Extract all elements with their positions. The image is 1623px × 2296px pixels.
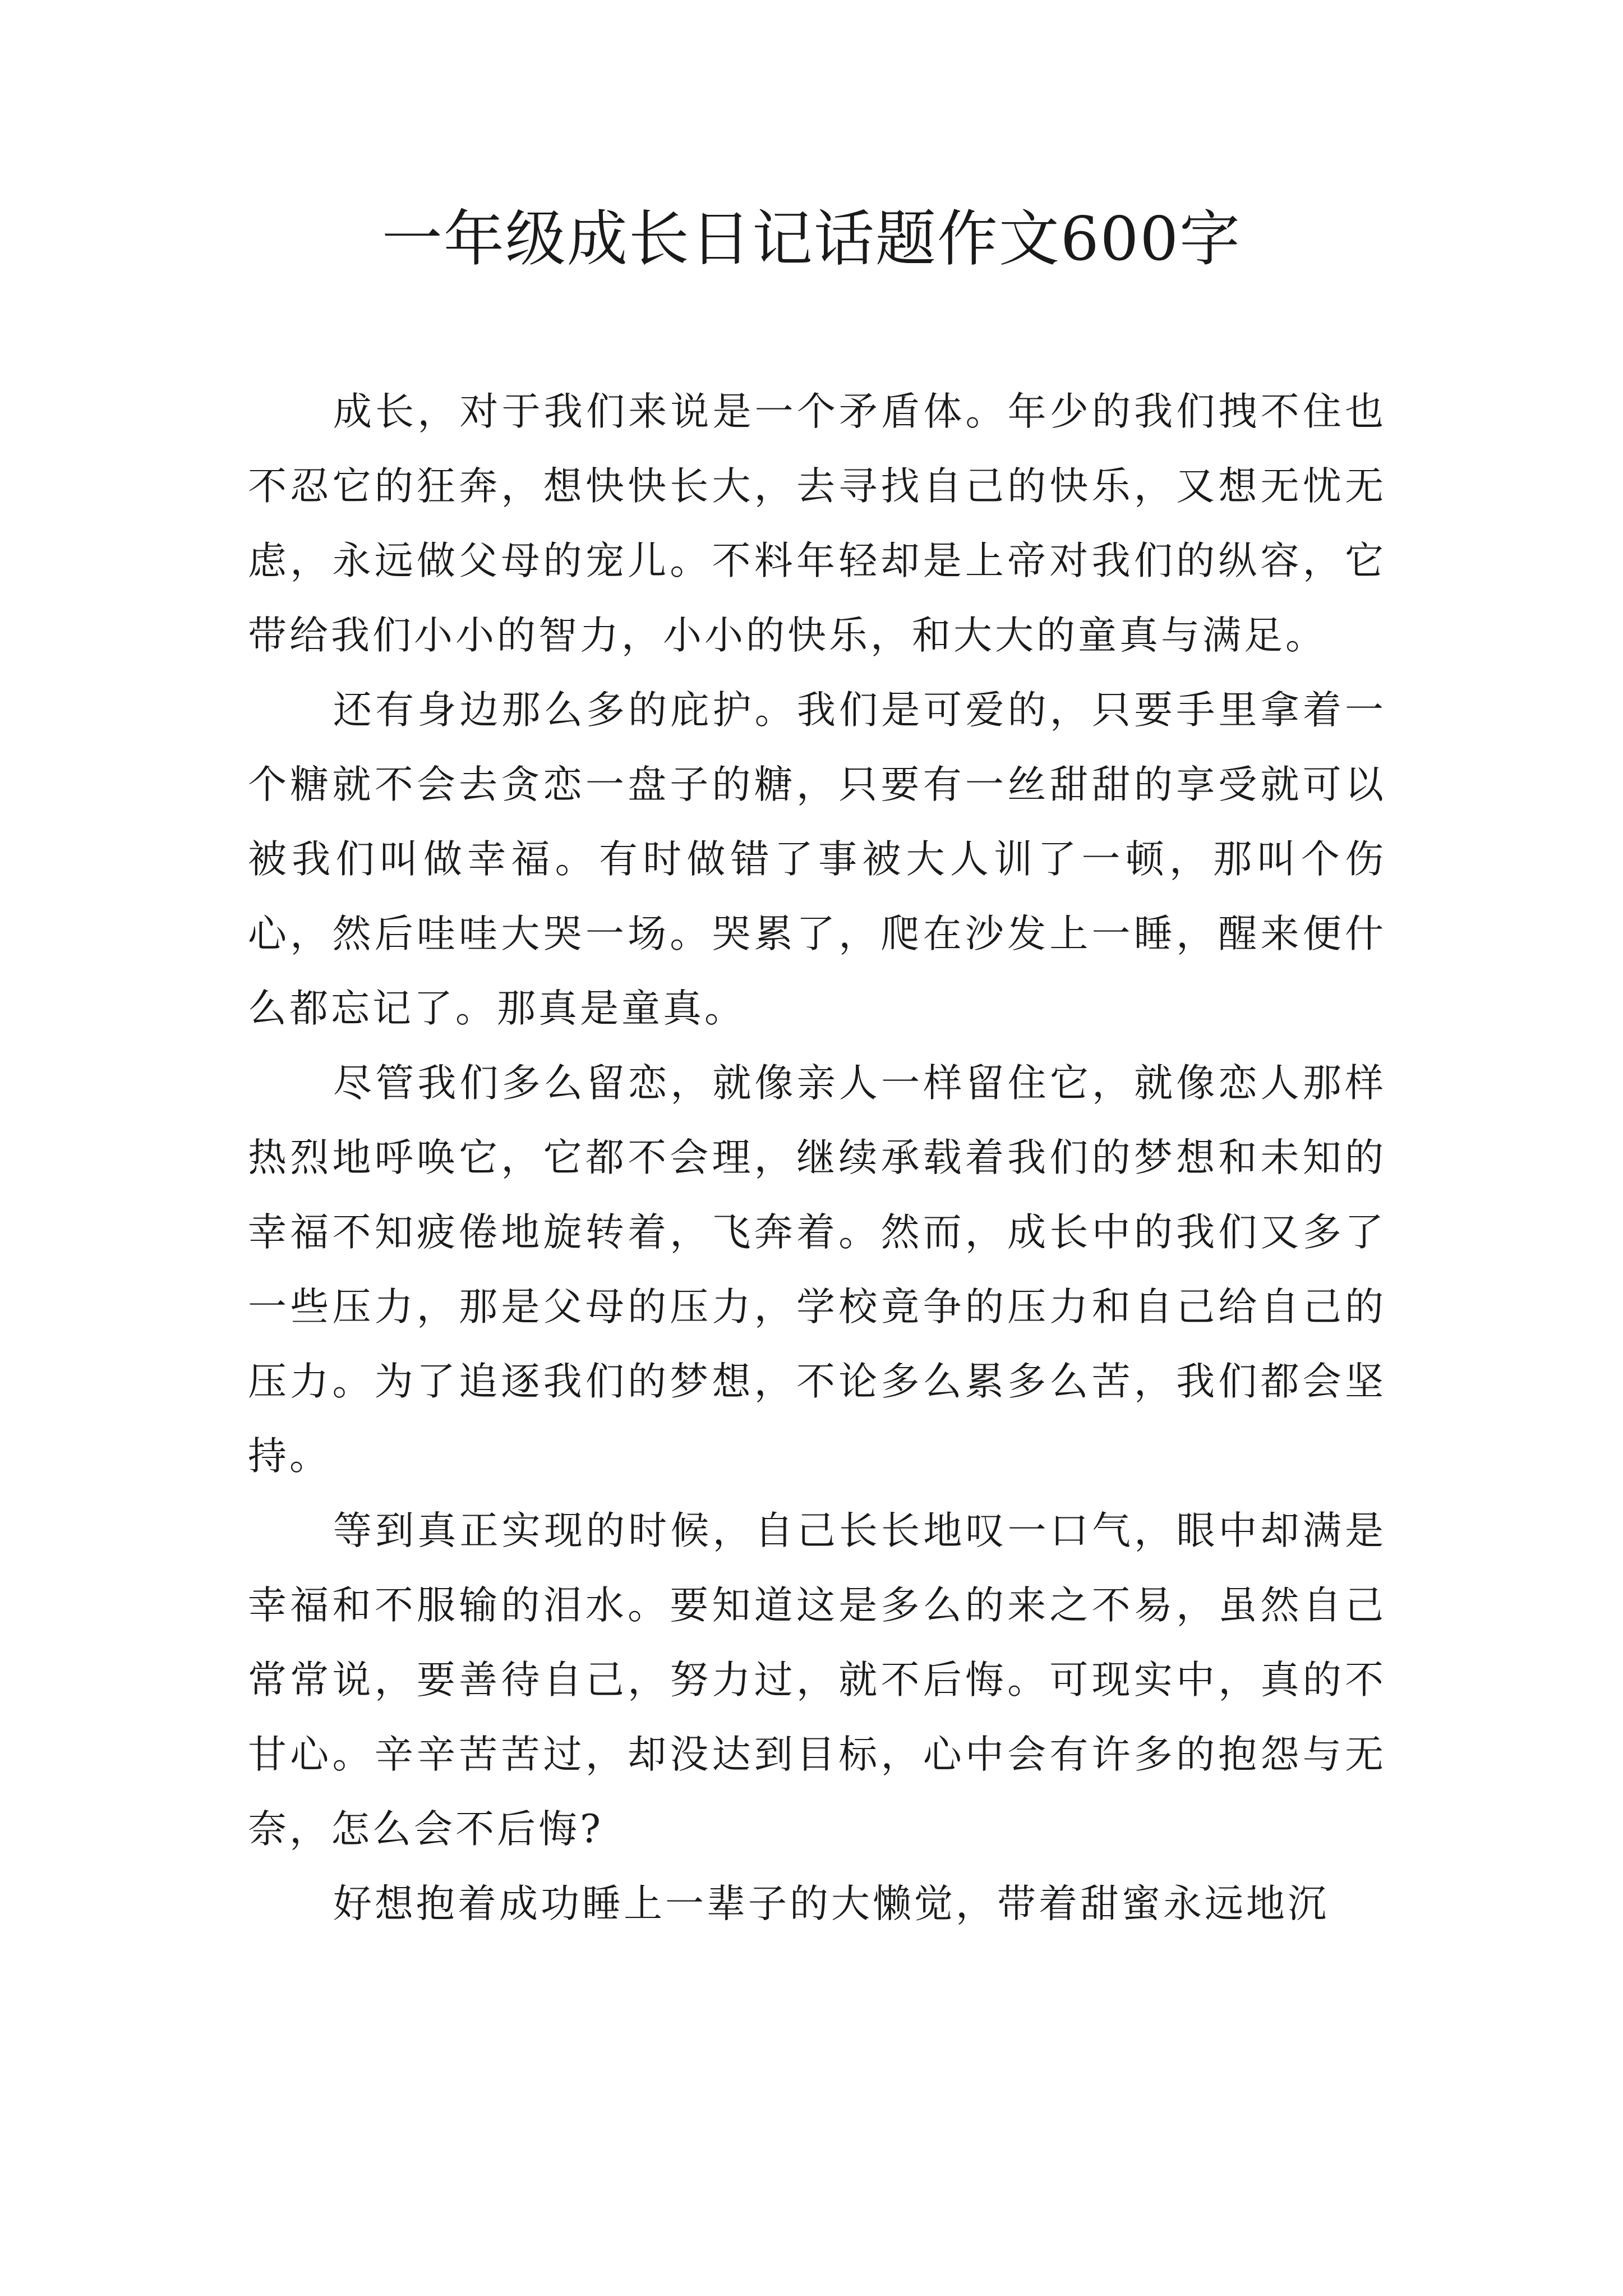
paragraph-5: 好想抱着成功睡上一辈子的大懒觉，带着甜蜜永远地沉 bbox=[333, 1881, 1329, 1926]
paragraph-1: 成长，对于我们来说是一个矛盾体。年少的我们拽不住也不忍它的狂奔，想快快长大，去寻找自己的快乐，又想无忧无虑，永远做父母的宠儿。不料年轻却是上帝对我们的纵容，它带给我们小小的智力，小小的快乐，和大大的童真与满足。 bbox=[248, 389, 1386, 658]
paragraph-3: 尽管我们多么留恋，就像亲人一样留住它，就像恋人那样热烈地呼唤它，它都不会理，继续承载着我们的梦想和未知的幸福不知疲倦地旋转着，飞奔着。然而，成长中的我们又多了一些压力，那是父母的压力，学校竟争的压力和自己给自己的压力。为了追逐我们的梦想，不论多么累多么苦，我们都会坚持。 bbox=[248, 1061, 1386, 1479]
paragraph-2: 还有身边那么多的庇护。我们是可爱的，只要手里拿着一个糖就不会去贪恋一盘子的糖，只要有一丝甜甜的享受就可以被我们叫做幸福。有时做错了事被大人训了一顿，那叫个伤心，然后哇哇大哭一场。哭累了，爬在沙发上一睡，醒来便什么都忘记了。那真是童真。 bbox=[248, 688, 1386, 1031]
document-title: 一年级成长日记话题作文600字 bbox=[381, 204, 1242, 274]
document-body bbox=[248, 375, 1386, 1941]
paragraph-4: 等到真正实现的时候，自己长长地叹一口气，眼中却满是幸福和不服输的泪水。要知道这是多么的来之不易，虽然自己常常说，要善待自己，努力过，就不后悔。可现实中，真的不甘心。辛辛苦苦过，却没达到目标，心中会有许多的抱怨与无奈，怎么会不后悔? bbox=[248, 1508, 1386, 1852]
